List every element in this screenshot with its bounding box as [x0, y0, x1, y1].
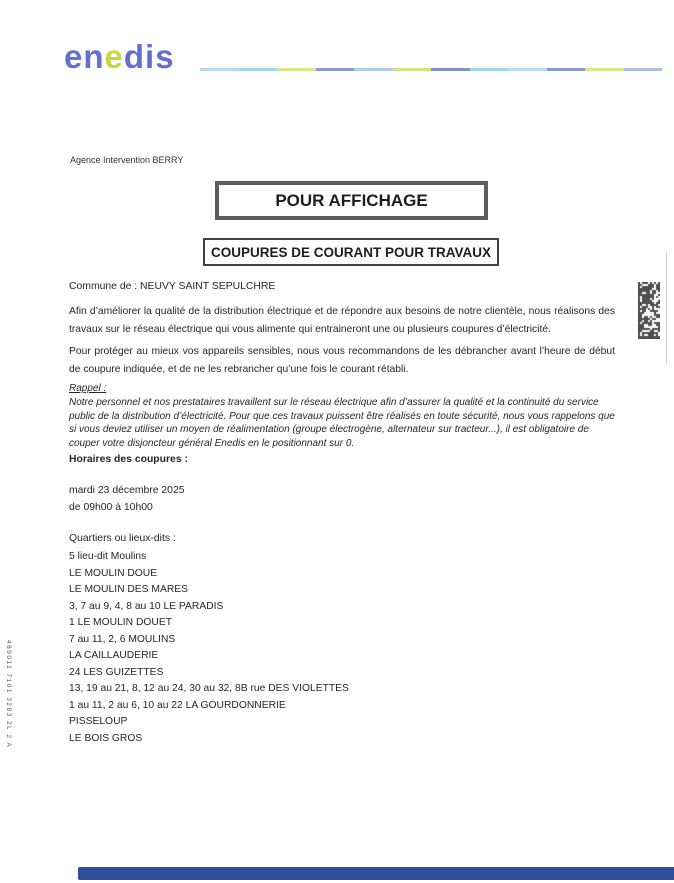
scan-edge-line	[666, 252, 667, 364]
quartiers-list	[69, 549, 349, 747]
enedis-logo	[64, 40, 175, 73]
brand-line-segment	[354, 68, 393, 71]
horaires-heading: Horaires des coupures :	[69, 454, 188, 465]
margin-print-code: 489011 7101 3283 2L 2 A	[5, 640, 12, 749]
commune-line: Commune de : NEUVY SAINT SEPULCHRE	[69, 281, 276, 292]
rappel-body: Notre personnel et nos prestataires travaillent sur le réseau électrique afin d’assurer la qualité et la continuité du service public de la distribution d’électricité. Pour que ces travaux puissent être réalisés en toute sécurité, nous vous rappelons que si vous deviez utiliser un moyen de réalimentation (groupe électrogène, alternateur sur tracteur...), il est obligatoire de couper votre disjoncteur général Enedis en le positionnant sur 0.	[69, 396, 615, 450]
list-item: 1 au 11, 2 au 6, 10 au 22 LA GOURDONNERIE	[69, 699, 286, 711]
coupures-banner	[203, 238, 499, 266]
enedis-logo-text: dis	[123, 38, 175, 75]
brand-line-decoration	[200, 68, 662, 71]
brand-line-segment	[316, 68, 355, 71]
pour-affichage-text: POUR AFFICHAGE	[275, 190, 428, 210]
brand-line-segment	[624, 68, 663, 71]
brand-line-segment	[508, 68, 547, 71]
brand-line-segment	[585, 68, 624, 71]
list-item: LE MOULIN DES MARES	[69, 584, 189, 595]
paragraph-appareils: Pour protéger au mieux vos appareils sensibles, nous vous recommandons de les débrancher avant l’heure de début de coupure indiquée, et de ne les rebrancher qu’une fois le courant rétabli.	[69, 346, 615, 375]
rappel-section	[69, 382, 615, 451]
brand-line-segment	[277, 68, 316, 71]
list-item: 7 au 11, 2, 6 MOULINS	[69, 633, 176, 645]
list-item: LE MOULIN DOUE	[69, 567, 158, 579]
brand-line-segment	[200, 68, 239, 71]
brand-line-segment	[547, 68, 586, 71]
list-item: 1 LE MOULIN DOUET	[69, 617, 172, 628]
list-item: LA CAILLAUDERIE	[69, 650, 159, 661]
enedis-logo-green-e: e	[104, 38, 124, 75]
brand-line-segment	[470, 68, 509, 71]
rappel-label: Rappel :	[69, 383, 107, 394]
datamatrix-barcode	[638, 282, 660, 339]
list-item: 24 LES GUIZETTES	[69, 666, 164, 678]
brand-line-segment	[431, 68, 470, 71]
brand-line-segment	[239, 68, 278, 71]
coupure-date: mardi 23 décembre 2025	[69, 485, 185, 496]
list-item: LE BOIS GROS	[69, 732, 143, 744]
quartiers-heading: Quartiers ou lieux-dits :	[69, 533, 176, 544]
paragraph-travaux: Afin d’améliorer la qualité de la distribution électrique et de répondre aux besoins de notre clientèle, nous réalisons des travaux sur le réseau électrique qui vous alimente qui entraineront une ou plusieurs coupures d’électricité.	[69, 306, 615, 335]
coupure-time: de 09h00 à 10h00	[69, 502, 153, 513]
brand-line-segment	[393, 68, 432, 71]
enedis-logo-text: en	[64, 38, 105, 75]
list-item: 13, 19 au 21, 8, 12 au 24, 30 au 32, 8B rue DES VIOLETTES	[69, 683, 349, 694]
list-item: 3, 7 au 9, 4, 8 au 10 LE PARADIS	[69, 600, 224, 612]
list-item: 5 lieu-dit Moulins	[69, 551, 147, 562]
pour-affichage-banner	[215, 181, 488, 220]
list-item: PISSELOUP	[69, 716, 128, 727]
footer-bar-decoration	[78, 867, 674, 880]
coupures-text: COUPURES DE COURANT POUR TRAVAUX	[210, 244, 491, 260]
agency-label: Agence Intervention BERRY	[70, 155, 184, 165]
